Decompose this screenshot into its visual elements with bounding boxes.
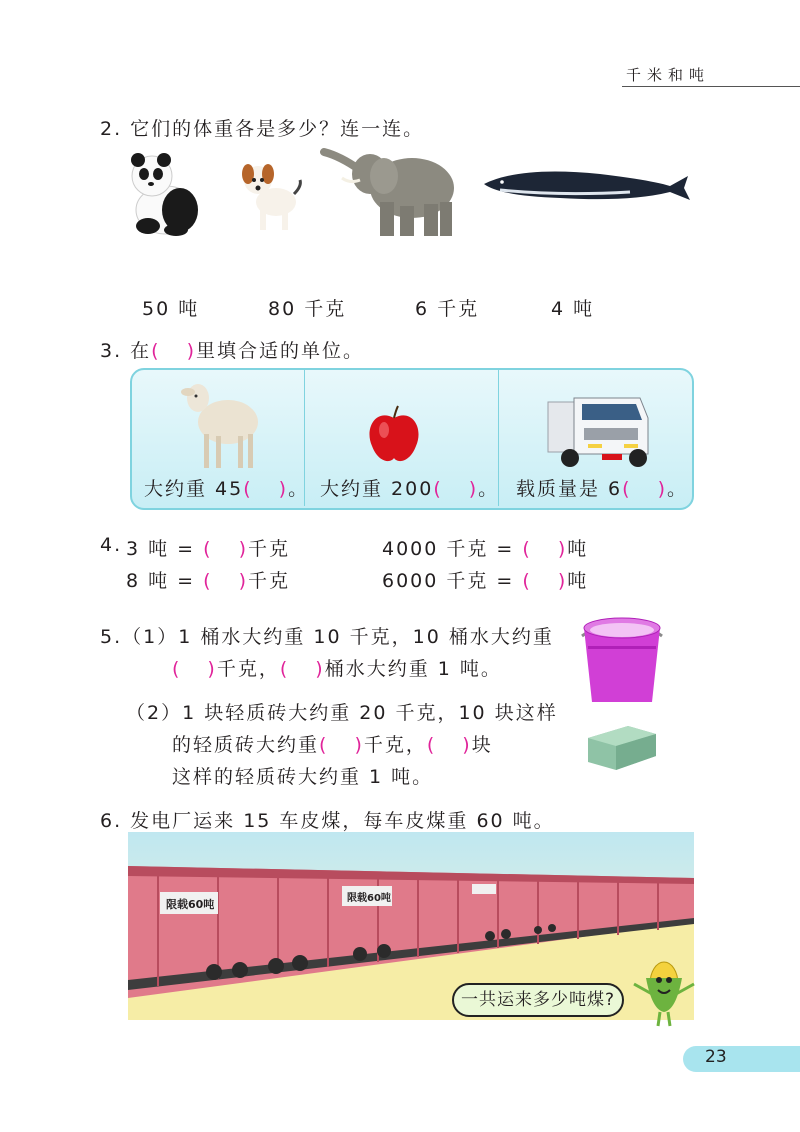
corn-mascot-icon xyxy=(622,954,700,1028)
weight-option-3: 6 千克 xyxy=(415,298,480,320)
brick-icon xyxy=(584,716,660,774)
speech-bubble: 一共运来多少吨煤? xyxy=(452,983,624,1017)
weight-option-1: 50 吨 xyxy=(142,298,200,320)
q3-sheep-text: 大约重 45( )。 xyxy=(144,478,310,500)
q3-prompt: 3. 在( )里填合适的单位。 xyxy=(100,340,365,362)
q5-part2-line3: 这样的轻质砖大约重 1 吨。 xyxy=(172,766,434,788)
car-load-label: 限载60吨 xyxy=(166,898,215,911)
page-number: 23 xyxy=(705,1047,727,1067)
elephant-icon xyxy=(320,146,466,238)
q5-part2-line1: （2）1 块轻质砖大约重 20 千克，10 块这样 xyxy=(126,702,558,724)
q5-part1-line2: ( )千克，( )桶水大约重 1 吨。 xyxy=(172,658,502,680)
q4-row1-right: 4000 千克 = ( )吨 xyxy=(382,538,589,560)
apple-icon xyxy=(366,404,422,466)
puppy-icon xyxy=(238,158,304,232)
q5-part2-line2: 的轻质砖大约重( )千克，( )块 xyxy=(172,734,493,756)
chapter-title: 千米和吨 xyxy=(626,66,711,84)
q6-prompt: 6. 发电厂运来 15 车皮煤，每车皮煤重 60 吨。 xyxy=(100,810,555,832)
q4-row2-left: 8 吨 = ( )千克 xyxy=(126,570,290,592)
truck-icon xyxy=(544,392,656,472)
q2-prompt: 2. 它们的体重各是多少？连一连。 xyxy=(100,118,425,140)
sheep-icon xyxy=(180,378,260,472)
page-number-tab xyxy=(683,1046,800,1072)
car-load-label: 限载60吨 xyxy=(347,893,391,904)
q4-row1-left: 3 吨 = ( )千克 xyxy=(126,538,290,560)
q3-apple-text: 大约重 200( )。 xyxy=(320,478,500,500)
q4-row2-right: 6000 千克 = ( )吨 xyxy=(382,570,589,592)
q5-part1-line1: 5.（1）1 桶水大约重 10 千克，10 桶水大约重 xyxy=(100,626,554,648)
header-rule xyxy=(622,86,800,87)
q3-truck-text: 载质量是 6( )。 xyxy=(516,478,688,500)
bucket-icon xyxy=(576,606,668,706)
panda-icon xyxy=(126,152,202,236)
weight-option-4: 4 吨 xyxy=(551,298,595,320)
weight-option-2: 80 千克 xyxy=(268,298,347,320)
q4-number: 4. xyxy=(100,534,123,556)
whale-icon xyxy=(480,164,692,208)
